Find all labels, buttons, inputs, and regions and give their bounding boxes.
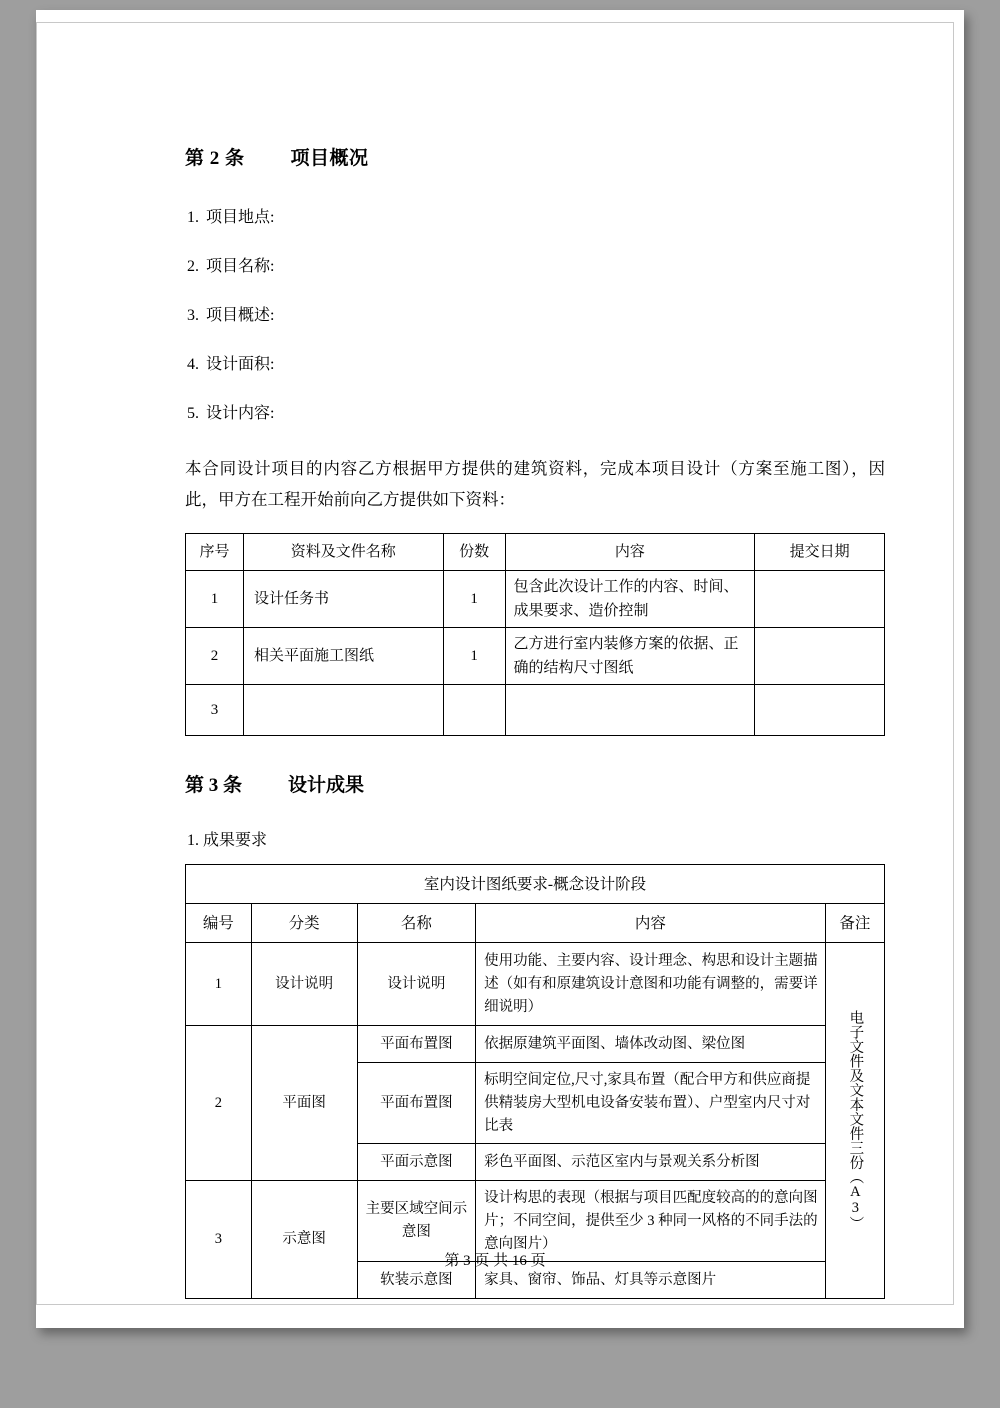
list-item: [185, 351, 885, 374]
cell-no: 3: [186, 685, 244, 736]
section-2-title: 项目概况: [290, 148, 369, 169]
list-item: [185, 204, 885, 227]
cell-name: 软装示意图: [357, 1262, 476, 1299]
page-content: [185, 143, 885, 1299]
column-header-remark: 备注: [825, 904, 884, 943]
list-item-label: 设计面积:: [206, 356, 275, 373]
table-header-row: [186, 534, 885, 571]
cell-name: 设计任务书: [243, 571, 443, 628]
cell-name: 平面布置图: [357, 1063, 476, 1144]
column-header-content: 内容: [505, 534, 755, 571]
list-item-index: 2.: [187, 258, 199, 275]
section-3-title: 设计成果: [288, 775, 365, 796]
cell-date: [755, 571, 885, 628]
cell-no: 1: [186, 571, 244, 628]
cell-content: 依据原建筑平面图、墙体改动图、梁位图: [476, 1026, 826, 1063]
deliverables-table: [185, 864, 885, 1299]
column-header-qty: 份数: [443, 534, 505, 571]
cell-content: [505, 685, 755, 736]
cell-content: 彩色平面图、示范区室内与景观关系分析图: [476, 1144, 826, 1181]
list-item: [185, 302, 885, 325]
section-3-subtitle: 1. 成果要求: [187, 832, 268, 849]
table-row: [186, 685, 885, 736]
table-caption: 室内设计图纸要求-概念设计阶段: [186, 865, 885, 904]
cell-qty: [443, 685, 505, 736]
cell-content: 使用功能、主要内容、设计理念、构思和设计主题描述（如有和原建筑设计意图和功能有调整的，需要详细说明）: [476, 943, 826, 1026]
section-3-heading: [185, 770, 885, 797]
table-header-row: [186, 904, 885, 943]
cell-name: 设计说明: [357, 943, 476, 1026]
column-header-name: 资料及文件名称: [243, 534, 443, 571]
list-item-label: 设计内容:: [206, 405, 275, 422]
cell-no: 2: [186, 628, 244, 685]
document-page: [36, 22, 954, 1305]
cell-content: 乙方进行室内装修方案的依据、正确的结构尺寸图纸: [505, 628, 755, 685]
cell-date: [755, 628, 885, 685]
column-header-category: 分类: [251, 904, 357, 943]
cell-name: 平面示意图: [357, 1144, 476, 1181]
section-2-paragraph: 本合同设计项目的内容乙方根据甲方提供的建筑资料，完成本项目设计（方案至施工图），因此，甲方在工程开始前向乙方提供如下资料：: [185, 459, 885, 509]
table-row: [186, 628, 885, 685]
column-header-date: 提交日期: [755, 534, 885, 571]
cell-content: 设计构思的表现（根据与项目匹配度较高的的意向图片；不同空间，提供至少 3 种同一风格的不同手法的意向图片）: [476, 1181, 826, 1262]
column-header-content: 内容: [476, 904, 826, 943]
page-footer: 第 3 页 共 16 页: [444, 1253, 546, 1269]
list-item: [185, 400, 885, 423]
list-item-index: 3.: [187, 307, 199, 324]
section-2-number: 第 2 条: [185, 148, 245, 169]
cell-name: 相关平面施工图纸: [243, 628, 443, 685]
cell-remark: 电子文件及文本文件三份（A3）: [825, 943, 884, 1299]
list-item-label: 项目概述:: [206, 307, 275, 324]
materials-table: [185, 533, 885, 736]
cell-name: [243, 685, 443, 736]
cell-qty: 1: [443, 571, 505, 628]
list-item: [185, 253, 885, 276]
table-caption-row: [186, 865, 885, 904]
section-2-heading: [185, 143, 885, 170]
cell-category: 示意图: [251, 1181, 357, 1299]
cell-content: 标明空间定位,尺寸,家具布置（配合甲方和供应商提供精装房大型机电设备安装布置）、户型室内尺寸对比表: [476, 1063, 826, 1144]
cell-category: 设计说明: [251, 943, 357, 1026]
list-item-index: 1.: [187, 209, 199, 226]
section-3-number: 第 3 条: [185, 775, 243, 796]
cell-no: 3: [186, 1181, 252, 1299]
cell-content: 包含此次设计工作的内容、时间、成果要求、造价控制: [505, 571, 755, 628]
table-row: [186, 1026, 885, 1063]
cell-no: 2: [186, 1026, 252, 1181]
table-row: [186, 571, 885, 628]
column-header-no: 序号: [186, 534, 244, 571]
column-header-name: 名称: [357, 904, 476, 943]
cell-qty: 1: [443, 628, 505, 685]
list-item-index: 5.: [187, 405, 199, 422]
cell-no: 1: [186, 943, 252, 1026]
cell-name: 平面布置图: [357, 1026, 476, 1063]
list-item-label: 项目地点:: [206, 209, 275, 226]
cell-content: 家具、窗帘、饰品、灯具等示意图片: [476, 1262, 826, 1299]
list-item-label: 项目名称:: [206, 258, 275, 275]
column-header-no: 编号: [186, 904, 252, 943]
table-row: [186, 943, 885, 1026]
cell-category: 平面图: [251, 1026, 357, 1181]
cell-name: 主要区域空间示意图: [357, 1181, 476, 1262]
list-item-index: 4.: [187, 356, 199, 373]
cell-date: [755, 685, 885, 736]
